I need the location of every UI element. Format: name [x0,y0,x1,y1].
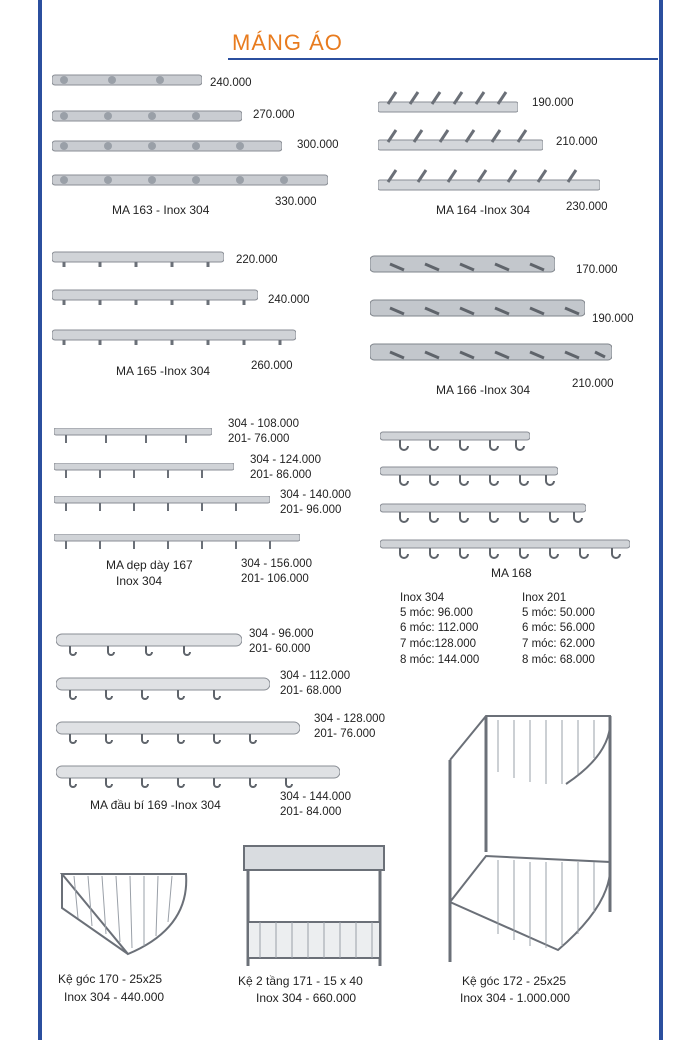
price: 330.000 [275,196,317,208]
price-row: 5 móc: 96.000 [400,607,473,619]
price-304: 304 - 124.000 [250,454,321,466]
price-304: 304 - 156.000 [241,558,312,570]
price-304: 304 - 140.000 [280,489,351,501]
product-price: Inox 304 - 440.000 [64,990,165,1004]
rack-image [52,250,224,268]
shelf-image [58,868,190,960]
rack-image [52,108,242,124]
price: 170.000 [576,264,618,276]
product-label: MA 164 -Inox 304 [436,203,531,217]
price-201: 201- 86.000 [250,469,312,481]
rack-image [380,465,558,487]
price: 190.000 [532,97,574,109]
rack-image [52,288,258,306]
left-border [38,0,42,1040]
price-201: 201- 84.000 [280,806,342,818]
col304-title: Inox 304 [400,592,445,604]
rack-image [56,676,270,702]
price-row: 8 móc: 68.000 [522,654,595,666]
price-row: 7 móc: 62.000 [522,638,595,650]
rack-image [54,496,270,512]
price: 190.000 [592,313,634,325]
price-201: 201- 96.000 [280,504,342,516]
rack-image [380,538,630,562]
rack-image [54,534,300,550]
product-label-material: Inox 304 [116,574,163,588]
price: 210.000 [556,136,598,148]
price-201: 201- 76.000 [228,433,290,445]
rack-image [380,430,530,452]
product-label: Kệ góc 170 - 25x25 [58,972,163,986]
rack-image [52,172,328,188]
price: 240.000 [268,294,310,306]
rack-image [54,463,234,479]
price-201: 201- 106.000 [241,573,309,585]
price-304: 304 - 128.000 [314,713,385,725]
price: 300.000 [297,139,339,151]
right-border [659,0,663,1040]
rack-image [370,298,585,320]
price-304: 304 - 96.000 [249,628,314,640]
price-row: 8 móc: 144.000 [400,654,480,666]
product-label: MA 165 -Inox 304 [116,364,211,378]
rack-image [378,168,600,194]
product-label: MA 166 -Inox 304 [436,383,531,397]
price: 220.000 [236,254,278,266]
product-label: MA 168 [491,566,532,580]
rack-image [52,138,282,154]
page-title: MÁNG ÁO [232,30,343,55]
price-201: 201- 76.000 [314,728,376,740]
price-304: 304 - 108.000 [228,418,299,430]
price-row: 5 móc: 50.000 [522,607,595,619]
shelf-image [236,842,392,972]
rack-image [56,632,242,658]
price-201: 201- 60.000 [249,643,311,655]
product-price: Inox 304 - 1.000.000 [460,991,571,1005]
product-label: Kệ góc 172 - 25x25 [462,974,567,988]
price-304: 304 - 112.000 [280,670,351,682]
rack-image [378,128,543,154]
product-price: Inox 304 - 660.000 [256,991,357,1005]
rack-image [56,764,340,790]
shelf-image [446,712,618,968]
price: 230.000 [566,201,608,213]
rack-image [52,72,202,88]
product-label: MA dẹp dày 167 [106,558,193,572]
price-row: 7 móc:128.000 [400,638,477,650]
rack-image [370,254,555,276]
title-underline [228,58,658,60]
rack-image [380,502,586,524]
rack-image [378,90,518,116]
product-label: Kệ 2 tầng 171 - 15 x 40 [238,974,363,988]
col201-title: Inox 201 [522,592,567,604]
price: 240.000 [210,77,252,89]
price: 260.000 [251,360,293,372]
price-row: 6 móc: 56.000 [522,622,595,634]
rack-image [56,720,300,746]
rack-image [54,428,212,444]
price: 270.000 [253,109,295,121]
price-row: 6 móc: 112.000 [400,622,479,634]
price: 210.000 [572,378,614,390]
rack-image [52,328,296,346]
product-label: MA đầu bí 169 -Inox 304 [90,798,221,812]
price-304: 304 - 144.000 [280,791,351,803]
product-label: MA 163 - Inox 304 [112,203,210,217]
price-201: 201- 68.000 [280,685,342,697]
rack-image [370,342,612,364]
